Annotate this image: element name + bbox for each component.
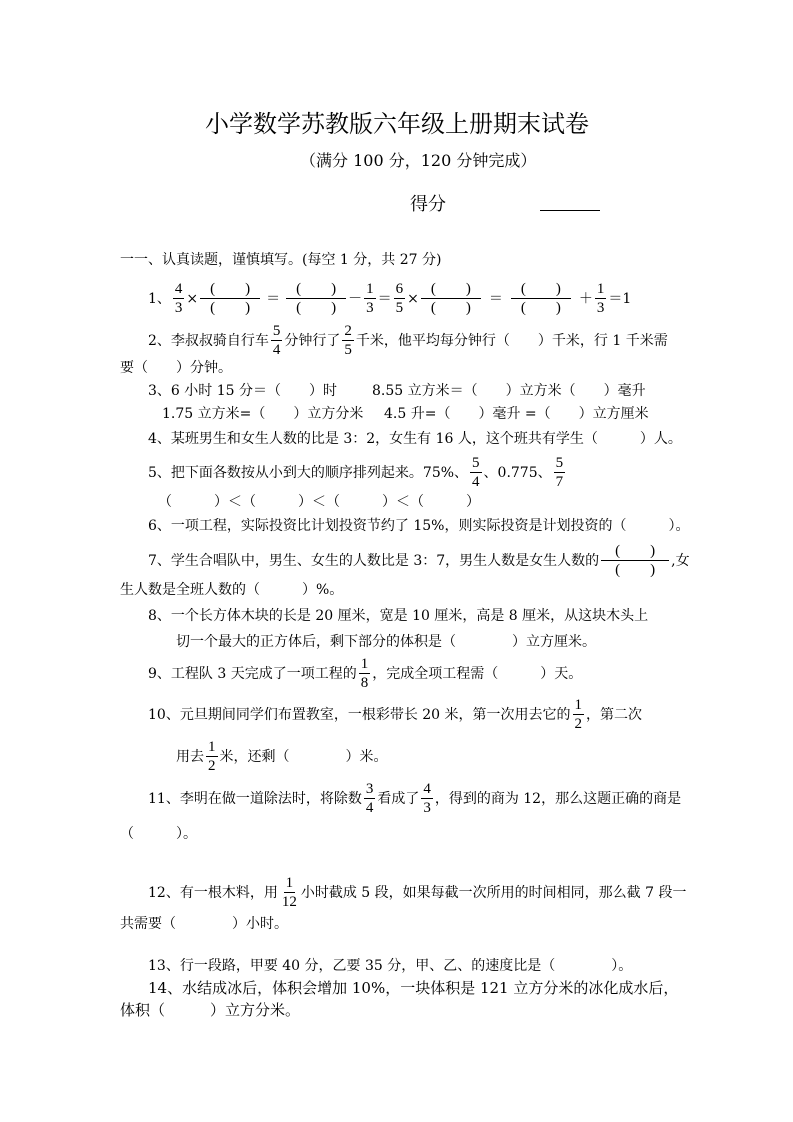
equals-sign: ＝ bbox=[266, 290, 281, 307]
question-1 bbox=[148, 280, 631, 317]
q8-line-1: 8、一个长方体木块的长是 20 厘米，宽是 10 厘米，高是 8 厘米，从这块木头上 bbox=[148, 608, 649, 624]
plus-sign: ＋ bbox=[578, 290, 593, 307]
question-2 bbox=[148, 322, 668, 359]
q11-text-a: 11、李明在做一道除法时，将除数 bbox=[148, 790, 362, 807]
equals-sign: ＝ bbox=[377, 290, 392, 307]
question-5 bbox=[148, 454, 567, 491]
question-12 bbox=[148, 874, 686, 911]
q3-line-1b: 8.55 立方米＝（ ）立方米（ ）毫升 bbox=[372, 383, 646, 399]
q7-text-b: ,女 bbox=[671, 552, 690, 569]
q10-text-d: 米，还剩（ ）米。 bbox=[219, 748, 388, 765]
q5-text-a: 5、把下面各数按从小到大的顺序排列起来。75%、 bbox=[148, 464, 469, 481]
q2-text-b: 分钟行了 bbox=[284, 332, 341, 349]
question-10 bbox=[148, 696, 642, 733]
q2-text-a: 2、李叔叔骑自行车 bbox=[148, 332, 269, 349]
q11-fraction-1: $\frac{3}{4}$ bbox=[365, 781, 374, 816]
q11-text-b: 看成了 bbox=[377, 790, 420, 807]
times-sign: × bbox=[186, 290, 199, 307]
q1-tail: ＝1 bbox=[608, 290, 632, 307]
q9-fraction: $\frac{1}{8}$ bbox=[360, 656, 369, 691]
q7-blank-fraction[interactable]: $\frac{( )}{( )}$ bbox=[601, 542, 669, 579]
q5-fraction-2: $\frac{5}{7}$ bbox=[555, 455, 564, 490]
equals-sign: ＝ bbox=[488, 290, 503, 307]
question-7 bbox=[148, 542, 690, 579]
q1-fraction-3: $\frac{1}{3}$ bbox=[366, 281, 374, 316]
q2-fraction-1: $\frac{5}{4}$ bbox=[272, 323, 281, 358]
q3-line-2b: 4.5 升=（ ）毫升 =（ ）立方厘米 bbox=[384, 406, 649, 422]
q9-text-a: 9、工程队 3 天完成了一项工程的 bbox=[148, 665, 357, 682]
q1-blank-fraction-2[interactable]: $\frac{( )}{( )}$ bbox=[286, 280, 346, 317]
q10-line-2 bbox=[176, 738, 388, 775]
q10-text-c: 用去 bbox=[176, 748, 204, 765]
section-heading: 一一、认真读题，谨慎填写。(每空 1 分，共 27 分) bbox=[120, 252, 442, 268]
q2-line-2: 要（ ）分钟。 bbox=[120, 360, 232, 376]
score-label: 得分 bbox=[410, 194, 446, 215]
q14-line-1: 14、水结成冰后，体积会增加 10%，一块体积是 121 立方分米的冰化成水后， bbox=[148, 979, 679, 997]
q1-blank-fraction-1[interactable]: $\frac{( )}{( )}$ bbox=[200, 280, 260, 317]
q12-text-a: 12、有一根木料，用 bbox=[148, 884, 278, 901]
q1-fraction-1: $\frac{4}{3}$ bbox=[174, 281, 183, 316]
q11-fraction-2: $\frac{4}{3}$ bbox=[423, 781, 431, 816]
q10-text-b: ，第二次 bbox=[586, 706, 643, 723]
q2-fraction-2: $\frac{2}{5}$ bbox=[344, 323, 352, 358]
q5-fraction-1: $\frac{5}{4}$ bbox=[472, 455, 480, 490]
times-sign: × bbox=[407, 290, 419, 307]
q10-fraction-1: $\frac{1}{2}$ bbox=[574, 697, 583, 732]
score-blank[interactable] bbox=[540, 210, 600, 211]
q7-line-2: 生人数是全班人数的（ ）%。 bbox=[120, 582, 344, 598]
q11-line-2: （ ）。 bbox=[120, 826, 197, 842]
q1-fraction-5: $\frac{1}{3}$ bbox=[596, 281, 605, 316]
q10-text-a: 10、元旦期间同学们布置教室，一根彩带长 20 米，第一次用去它的 bbox=[148, 706, 571, 723]
q12-text-b: 小时截成 5 段，如果每截一次所用的时间相同，那么截 7 段一 bbox=[300, 884, 687, 901]
question-4: 4、某班男生和女生人数的比是 3：2，女生有 16 人，这个班共有学生（ ）人。 bbox=[148, 431, 682, 447]
q1-prefix: 1、 bbox=[148, 290, 171, 307]
q10-fraction-2: $\frac{1}{2}$ bbox=[208, 739, 216, 774]
q5-answer-line[interactable]: （ ）＜（ ）＜（ ）＜（ ） bbox=[158, 494, 480, 510]
q7-text-a: 7、学生合唱队中，男生、女生的人数比是 3：7，男生人数是女生人数的 bbox=[148, 552, 600, 569]
q12-line-2: 共需要（ ）小时。 bbox=[120, 916, 288, 932]
question-13: 13、行一段路，甲要 40 分，乙要 35 分，甲、乙、的速度比是（ ）。 bbox=[148, 958, 633, 974]
question-9 bbox=[148, 655, 582, 692]
q9-text-b: ，完成全项工程需（ ）天。 bbox=[372, 665, 583, 682]
q12-fraction: $\frac{1}{12}$ bbox=[281, 875, 297, 910]
q8-line-2: 切一个最大的正方体后，剩下部分的体积是（ ）立方厘米。 bbox=[176, 634, 596, 650]
q5-text-b: 、0.775、 bbox=[483, 464, 552, 481]
minus-sign: － bbox=[348, 290, 363, 307]
q11-text-c: ，得到的商为 12，那么这题正确的商是 bbox=[434, 790, 682, 807]
subtitle: （满分 100 分，120 分钟完成） bbox=[300, 151, 537, 170]
page-title: 小学数学苏教版六年级上册期末试卷 bbox=[205, 110, 589, 138]
q3-line-2a: 1.75 立方米=（ ）立方分米 bbox=[162, 406, 364, 422]
q1-blank-fraction-4[interactable]: $\frac{( )}{( )}$ bbox=[511, 280, 571, 317]
q1-fraction-4: $\frac{6}{5}$ bbox=[395, 281, 404, 316]
question-11 bbox=[148, 780, 681, 817]
q2-text-c: 千米，他平均每分钟行（ ）千米，行 1 千米需 bbox=[355, 332, 668, 349]
q1-blank-fraction-3[interactable]: $\frac{( )}{( )}$ bbox=[421, 280, 481, 317]
q14-line-2: 体积（ ）立方分米。 bbox=[120, 1001, 301, 1019]
q3-line-1a: 3、6 小时 15 分＝（ ）时 bbox=[148, 383, 337, 399]
question-6: 6、一项工程，实际投资比计划投资节约了 15%，则实际投资是计划投资的（ ）。 bbox=[148, 518, 690, 534]
